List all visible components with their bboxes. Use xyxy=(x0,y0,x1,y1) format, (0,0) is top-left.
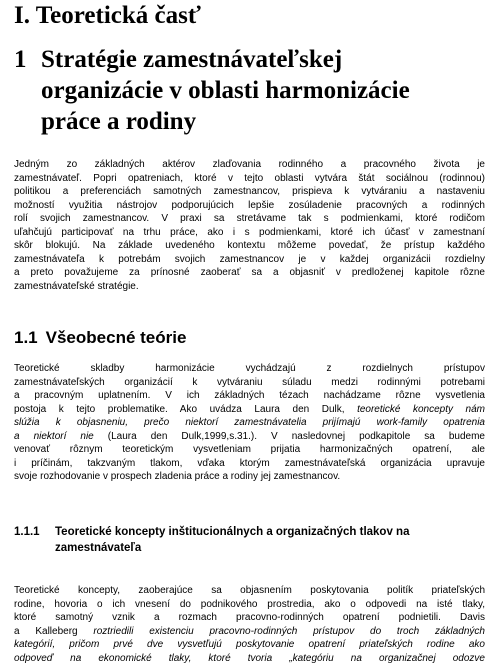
part-title: I. Teoretická časť xyxy=(14,2,201,29)
paragraph-line: politikou a preferenciách samotných zamestnancov, prispieva k vytváraniu a nastaveniu xyxy=(14,186,485,197)
subsection-title-line: zamestnávateľa xyxy=(55,542,142,554)
paragraph-line xyxy=(14,443,485,457)
paragraph-line xyxy=(14,611,485,625)
section-1-1-1-paragraph xyxy=(14,584,485,665)
paragraph-line xyxy=(14,638,485,652)
text-run: svoje rozhodovanie v prospech zladenia práce a rodiny jej zamestnancov. xyxy=(14,471,341,482)
paragraph-line: Jedným zo základných aktérov zlaďovania rodinného a pracovného života je xyxy=(14,159,485,170)
text-run: i príčinám, takzvaným tlakom, vďaka ktorým zamestnávateľská organizácia upravuje xyxy=(14,457,485,469)
text-run: (Laura den Dulk,1999,s.31.). V nasledovnej podkapitole sa budeme xyxy=(93,430,485,442)
text-run: Teoretické skladby harmonizácie vychádzajú z rozdielnych prístupov xyxy=(14,363,485,374)
chapter-title-line: Stratégie zamestnávateľskej xyxy=(41,46,343,73)
chapter-title-line: práce a rodiny xyxy=(41,108,197,135)
intro-paragraph xyxy=(14,158,485,293)
text-run: postoja k tejto problematike. Ako uvádza Laura den Dulk, xyxy=(14,403,358,415)
chapter-number: 1 xyxy=(14,46,27,73)
paragraph-line xyxy=(14,457,485,471)
section-heading-1-1 xyxy=(14,328,186,348)
paragraph-line xyxy=(14,362,485,376)
text-run: ktoré samotný vznik a rozmach pracovno-rodinných opatrení podnietili. Davis xyxy=(14,612,485,623)
italic-text-run: roztriedili existenciu pracovno-rodinných prístupov do troch základných xyxy=(93,625,485,637)
paragraph-line xyxy=(14,430,485,444)
chapter-title xyxy=(41,44,491,137)
italic-text-run: teoretické koncepty nám xyxy=(357,403,486,415)
paragraph-line xyxy=(14,376,485,390)
paragraph-line xyxy=(14,389,485,403)
subsection-title xyxy=(55,524,485,556)
subsection-number: 1.1.1 xyxy=(14,526,40,538)
italic-text-run: a niektorí nie xyxy=(14,430,94,442)
paragraph-line: zamestnávateľské stratégie. xyxy=(14,280,139,292)
section-1-1-paragraph xyxy=(14,362,485,484)
paragraph-line: rolí svojich zamestnancov. V praxi sa stretávame tak s podmienkami, ktoré rodičom xyxy=(14,213,485,224)
paragraph-line xyxy=(14,584,485,598)
italic-text-run: kategórií, pričom prvé dve vysvetľujú poskytovanie opatrení priateľských rodine ako xyxy=(14,639,485,650)
paragraph-line: skôr blokujú. Na základe uvedeného kontextu môžeme povedať, že prístup každého xyxy=(14,240,485,251)
paragraph-line xyxy=(14,416,485,430)
paragraph-line xyxy=(14,470,485,484)
paragraph-line: uľahčujú participovať na trhu práce, ako i s podmienkami, ktoré ich účasť v zamestnaní xyxy=(14,226,485,238)
paragraph-line xyxy=(14,652,485,666)
italic-text-run: slúžia k objasneniu, prečo niektorí zamestnávatelia prijímajú work-family opatrenia xyxy=(14,417,485,428)
text-run: venovať rôznym teoretickým vysvetleniam prijatia harmonizačných opatrení, ale xyxy=(14,444,485,455)
paragraph-line xyxy=(14,598,485,612)
text-run: Teoretické koncepty, zaoberajúce sa objasnením poskytovania politík priateľských xyxy=(14,585,485,596)
paragraph-line: zamestnávateľ. Popri opatreniach, ktoré v tejto oblasti vytvára štát sociálnou (rodinnou) xyxy=(14,172,485,184)
paragraph-line: možností využitia nástrojov podporujúcich lepšie zosúladenie pracovných a rodinných xyxy=(14,199,485,211)
chapter-title-line: organizácie v oblasti harmonizácie xyxy=(41,77,410,104)
paragraph-line: zamestnávateľa k potrebám svojich zamestnancov je v každej organizácii rozdielny xyxy=(14,253,485,265)
section-title: Všeobecné teórie xyxy=(45,328,187,347)
paragraph-line: a preto považujeme za prínosné zaoberať sa a objasniť v predloženej kapitole rôzne xyxy=(14,267,485,278)
text-run: rodine, hovoria o ich vnesení do podnikového prostredia, ako o odpovedi na isté tlaky, xyxy=(14,598,485,610)
text-run: a pracovným uplatnením. V ich základných tézach nachádzame rôzne vysvetlenia xyxy=(14,390,485,401)
paragraph-line xyxy=(14,625,485,639)
paragraph-line xyxy=(14,403,485,417)
italic-text-run: odpoveď na ekonomické tlaky, ktoré tvoria „kategóriu na organizačnej odozve xyxy=(14,652,485,664)
text-run: a Kalleberg xyxy=(14,625,94,637)
section-number: 1.1 xyxy=(14,328,38,347)
subsection-title-line: Teoretické koncepty inštitucionálnych a organizačných tlakov na xyxy=(55,526,410,538)
text-run: zamestnávateľských organizácií k vytváraniu súladu medzi rodinnými potrebami xyxy=(14,376,485,388)
